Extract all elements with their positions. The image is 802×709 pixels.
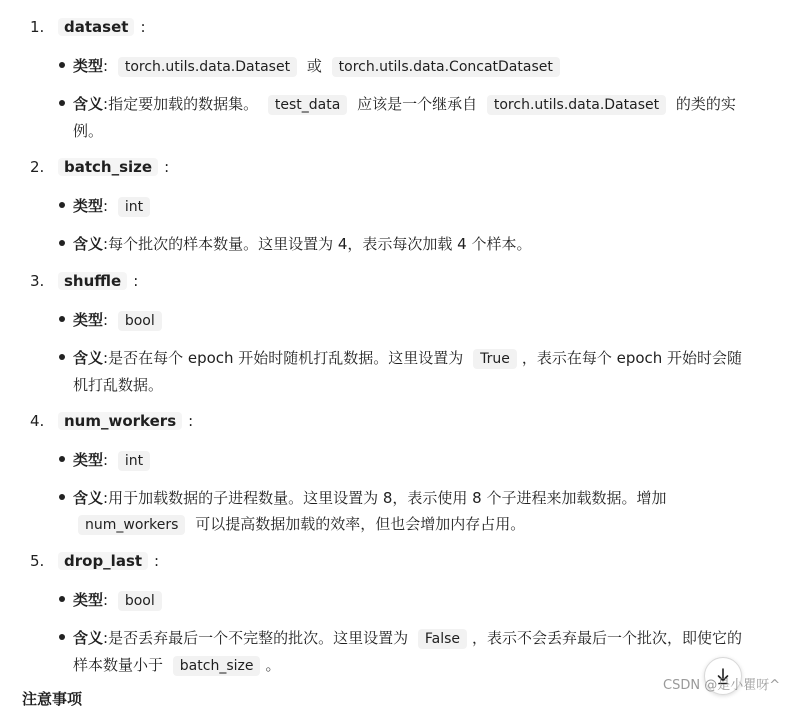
inline-code: batch_size bbox=[173, 656, 261, 676]
item-colon: : bbox=[188, 412, 194, 430]
type-sep: : bbox=[103, 57, 109, 75]
param-name: dataset bbox=[58, 18, 134, 36]
meaning-text: 的类的实例。 bbox=[73, 95, 736, 140]
meaning-text: 是否在每个 epoch 开始时随机打乱数据。这里设置为 bbox=[108, 349, 464, 367]
bullet-dot bbox=[58, 193, 74, 217]
param-name: batch_size bbox=[58, 158, 158, 176]
list-item-batch-size bbox=[30, 155, 169, 179]
inline-code: num_workers bbox=[78, 515, 185, 535]
bullet-dot bbox=[58, 53, 74, 77]
bullet-dot bbox=[58, 447, 74, 471]
meaning-label: 含义 bbox=[73, 235, 104, 253]
meaning-sep: : bbox=[103, 95, 109, 113]
item-number: 4. bbox=[30, 412, 45, 430]
bullet-dot bbox=[58, 345, 74, 369]
list-item-num-workers bbox=[30, 409, 193, 433]
bullet-dot bbox=[58, 231, 74, 255]
meaning-line bbox=[73, 91, 753, 144]
type-value: bool bbox=[118, 591, 162, 611]
param-name: shuffle bbox=[58, 272, 127, 290]
item-number: 2. bbox=[30, 158, 45, 176]
type-label: 类型 bbox=[73, 311, 104, 329]
bullet-dot bbox=[58, 485, 74, 509]
next-section-heading: 注意事项 bbox=[22, 690, 83, 708]
meaning-label: 含义 bbox=[73, 629, 104, 647]
type-line bbox=[73, 193, 753, 220]
csdn-watermark: CSDN @是小瞿呀^ bbox=[663, 678, 781, 693]
list-item-shuffle bbox=[30, 269, 138, 293]
meaning-sep: : bbox=[103, 235, 109, 253]
bullet-dot bbox=[58, 91, 74, 115]
meaning-text: 指定要加载的数据集。 bbox=[108, 95, 259, 113]
inline-code: test_data bbox=[268, 95, 347, 115]
item-colon: : bbox=[133, 272, 139, 290]
item-colon: : bbox=[164, 158, 170, 176]
param-name: num_workers bbox=[58, 412, 182, 430]
type-label: 类型 bbox=[73, 197, 104, 215]
type-value-alt: torch.utils.data.ConcatDataset bbox=[332, 57, 560, 77]
meaning-text: 可以提高数据加载的效率，但也会增加内存占用。 bbox=[195, 515, 526, 533]
param-name: drop_last bbox=[58, 552, 148, 570]
type-sep: : bbox=[103, 311, 109, 329]
type-label: 类型 bbox=[73, 451, 104, 469]
meaning-text: 是否丢弃最后一个不完整的批次。这里设置为 bbox=[108, 629, 409, 647]
type-or: 或 bbox=[306, 57, 322, 75]
meaning-text: ，表示在每个 epoch 开始时会随机打乱数据。 bbox=[73, 349, 743, 394]
meaning-label: 含义 bbox=[73, 95, 104, 113]
type-label: 类型 bbox=[73, 591, 104, 609]
type-label: 类型 bbox=[73, 57, 104, 75]
type-line bbox=[73, 307, 753, 334]
list-item-drop-last bbox=[30, 549, 159, 573]
meaning-text: 每个批次的样本数量。这里设置为 4，表示每次加载 4 个样本。 bbox=[108, 235, 532, 253]
type-line bbox=[73, 587, 753, 614]
bullet-dot bbox=[58, 625, 74, 649]
meaning-text: 。 bbox=[265, 656, 281, 674]
type-line bbox=[73, 53, 753, 80]
meaning-line bbox=[73, 345, 753, 398]
type-line bbox=[73, 447, 753, 474]
meaning-text: ，表示不会丢弃最后一个批次，即使它的样本数量小于 bbox=[73, 629, 743, 674]
meaning-line bbox=[73, 485, 753, 538]
inline-code: True bbox=[473, 349, 517, 369]
meaning-label: 含义 bbox=[73, 349, 104, 367]
inline-code: torch.utils.data.Dataset bbox=[487, 95, 666, 115]
type-value: bool bbox=[118, 311, 162, 331]
meaning-label: 含义 bbox=[73, 489, 104, 507]
item-number: 1. bbox=[30, 18, 45, 36]
item-colon: : bbox=[154, 552, 160, 570]
item-number: 3. bbox=[30, 272, 45, 290]
item-number: 5. bbox=[30, 552, 45, 570]
meaning-sep: : bbox=[103, 629, 109, 647]
bullet-dot bbox=[58, 307, 74, 331]
meaning-line bbox=[73, 625, 753, 679]
type-value: int bbox=[118, 451, 150, 471]
inline-code: False bbox=[418, 629, 467, 649]
bullet-dot bbox=[58, 587, 74, 611]
type-value: int bbox=[118, 197, 150, 217]
type-sep: : bbox=[103, 451, 109, 469]
meaning-line bbox=[73, 231, 753, 257]
meaning-text: 应该是一个继承自 bbox=[357, 95, 478, 113]
list-item-dataset bbox=[30, 15, 146, 39]
item-colon: : bbox=[140, 18, 146, 36]
meaning-sep: : bbox=[103, 349, 109, 367]
meaning-text: 用于加载数据的子进程数量。这里设置为 8，表示使用 8 个子进程来加载数据。增加 bbox=[108, 489, 667, 507]
type-sep: : bbox=[103, 591, 109, 609]
meaning-sep: : bbox=[103, 489, 109, 507]
type-value: torch.utils.data.Dataset bbox=[118, 57, 297, 77]
type-sep: : bbox=[103, 197, 109, 215]
